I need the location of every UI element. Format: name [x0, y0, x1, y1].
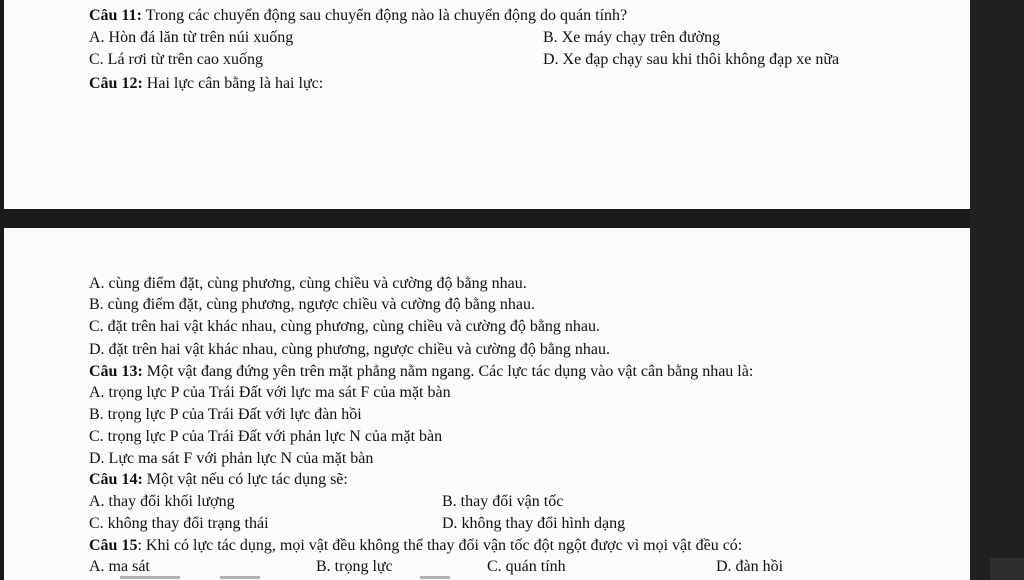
question-15-option-c: C. quán tính — [487, 558, 566, 575]
question-12 — [89, 74, 323, 94]
question-12-option-a: A. cùng điểm đặt, cùng phương, cùng chiều và cường độ bằng nhau. — [89, 275, 527, 292]
question-14-option-d: D. không thay đổi hình dạng — [442, 515, 626, 532]
question-14-label: Câu 14: — [89, 471, 143, 488]
question-13-option-a: A. trọng lực P của Trái Đất với lực ma sát F của mặt bàn — [89, 384, 451, 401]
question-11-label: Câu 11: — [89, 7, 142, 24]
question-13-option-b: B. trọng lực P của Trái Đất với lực đàn hồi — [89, 406, 362, 423]
question-13 — [89, 362, 753, 382]
background-edge — [970, 0, 1024, 580]
question-15 — [89, 536, 742, 556]
question-14-text: Một vật nếu có lực tác dụng sẽ: — [142, 471, 348, 488]
cutoff-text-fragment — [120, 576, 180, 579]
question-12-option-d: D. đặt trên hai vật khác nhau, cùng phương, ngược chiều và cường độ bằng nhau. — [89, 341, 611, 358]
question-15-text: : Khi có lực tác dụng, mọi vật đều không thể thay đổi vận tốc đột ngột được vì mọi vật đều có: — [137, 537, 743, 554]
question-11 — [89, 6, 627, 26]
question-12-label: Câu 12: — [89, 75, 143, 92]
question-11-text: Trong các chuyển động sau chuyển động nào là chuyển động do quán tính? — [141, 7, 628, 24]
question-15-label: Câu 15 — [89, 537, 138, 554]
question-13-option-c: C. trọng lực P của Trái Đất với phản lực N của mặt bàn — [89, 428, 443, 445]
question-14 — [89, 470, 348, 490]
question-11-option-a: A. Hòn đá lăn từ trên núi xuống — [89, 29, 294, 46]
cutoff-text-fragment — [420, 576, 450, 579]
question-12-option-c: C. đặt trên hai vật khác nhau, cùng phương, cùng chiều và cường độ bằng nhau. — [89, 318, 601, 335]
question-13-option-d: D. Lực ma sát F với phản lực N của mặt bàn — [89, 450, 374, 467]
question-13-label: Câu 13: — [89, 363, 143, 380]
cutoff-text-fragment — [220, 576, 260, 579]
question-12-option-b: B. cùng điểm đặt, cùng phương, ngược chiều và cường độ bằng nhau. — [89, 296, 535, 313]
question-14-option-a: A. thay đổi khối lượng — [89, 493, 235, 510]
question-12-text: Hai lực cân bằng là hai lực: — [142, 75, 324, 92]
question-11-option-c: C. Lá rơi từ trên cao xuống — [89, 51, 263, 68]
question-14-option-c: C. không thay đổi trạng thái — [89, 515, 269, 532]
question-14-option-b: B. thay đổi vận tốc — [442, 493, 564, 510]
background-mark — [990, 558, 1024, 580]
question-15-option-d: D. đàn hồi — [716, 558, 784, 575]
question-15-option-b: B. trọng lực — [316, 558, 393, 575]
question-11-option-b: B. Xe máy chạy trên đường — [543, 29, 721, 46]
question-11-option-d: D. Xe đạp chạy sau khi thôi không đạp xe nữa — [543, 51, 840, 68]
question-15-option-a: A. ma sát — [89, 558, 150, 575]
question-13-text: Một vật đang đứng yên trên mặt phẳng nằm ngang. Các lực tác dụng vào vật cân bằng nhau là: — [142, 363, 754, 380]
